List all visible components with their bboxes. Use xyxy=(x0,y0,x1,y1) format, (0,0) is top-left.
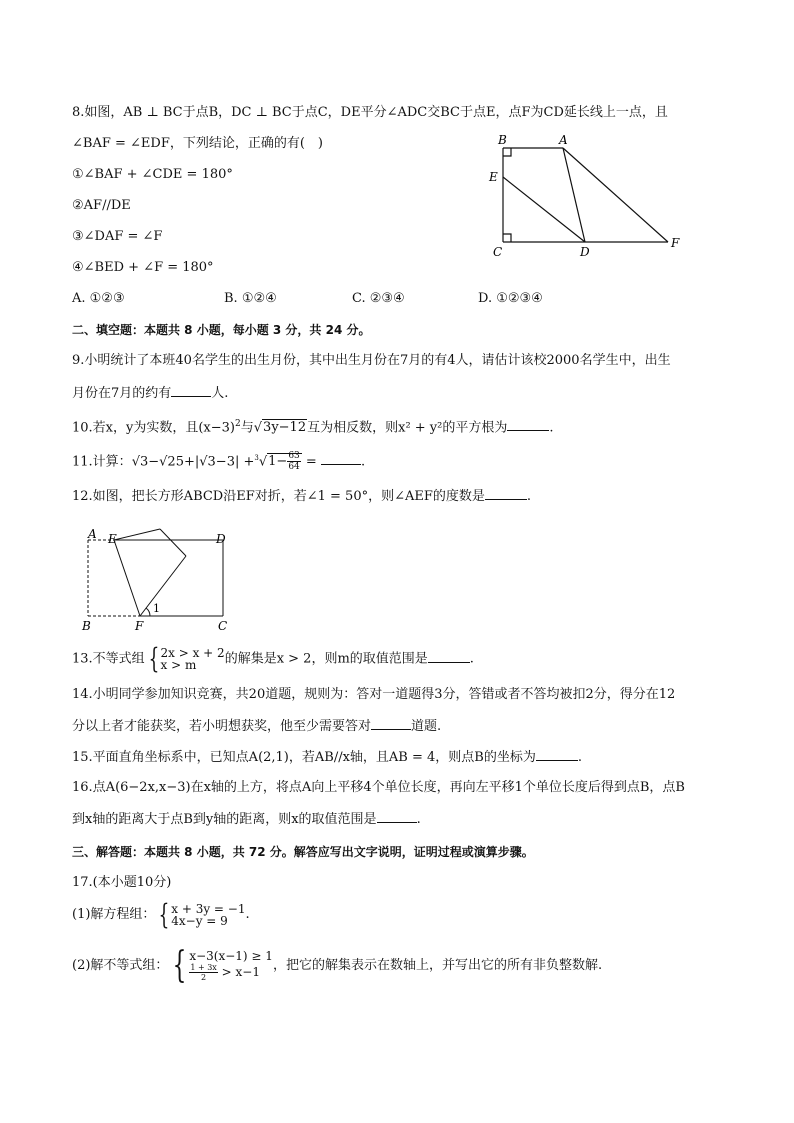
q15-answer-blank[interactable] xyxy=(536,748,578,761)
q14-text-a: 分以上者才能获奖，若小明想获奖，他至少需要答对 xyxy=(72,719,372,734)
q16-answer-blank[interactable] xyxy=(377,810,417,823)
folded-edge-3 xyxy=(140,556,186,616)
q14-line2 xyxy=(72,717,441,736)
q11-sqrt3: √3 xyxy=(131,454,149,470)
q10-text-c: 互为相反数，则x² + y²的平方根为 xyxy=(307,420,508,436)
q11-equals: = xyxy=(301,454,321,470)
right-angle-c xyxy=(503,234,511,242)
q13-row1: 2x > x + 2 xyxy=(160,646,225,660)
q17-part2 xyxy=(72,944,602,988)
q8-figure xyxy=(488,130,688,260)
q10-text-b: 与 xyxy=(240,420,254,436)
angle-1-arc xyxy=(146,608,150,616)
q8-statement-4: ④∠BED + ∠F = 180° xyxy=(72,260,214,275)
segment-ed xyxy=(503,177,585,242)
q11-fraction xyxy=(287,451,300,472)
q16-line2 xyxy=(72,810,421,829)
q12-figure xyxy=(74,528,234,638)
q8-options xyxy=(72,290,543,308)
q9-answer-blank[interactable] xyxy=(171,384,211,397)
label-angle-1: 1 xyxy=(153,602,160,615)
q11-text-f: . xyxy=(360,454,366,470)
q16-line1: 16.点A(6−2x,x−3)在x轴的上方，将点A向上平移4个单位长度，再向左平移1个单位长度后得到点B，点B xyxy=(72,780,685,795)
q15-line xyxy=(72,748,582,767)
q14-text-b: 道题. xyxy=(411,719,442,734)
folded-edge-2 xyxy=(160,529,186,556)
q11-numerator: 63 xyxy=(288,451,300,462)
q16-text-b: . xyxy=(416,812,421,827)
q11-one-minus: 1− xyxy=(268,454,288,470)
q8-option-a[interactable]: A. ①②③ xyxy=(72,291,125,306)
q10-text-d: . xyxy=(549,420,554,436)
label-f: F xyxy=(671,236,680,250)
q15-text-a: 15.平面直角坐标系中，已知点A(2,1)，若AB//x轴，且AB = 4，则点B的坐标为 xyxy=(72,750,536,765)
q14-line1: 14.小明同学参加知识竞赛，共20道题，规则为：答对一道题得3分，答错或者不答均被扣2分，得分在12 xyxy=(72,687,676,702)
q8-option-c[interactable]: C. ②③④ xyxy=(352,291,405,306)
q17-title: 17.(本小题10分) xyxy=(72,875,172,890)
folded-edge-1 xyxy=(114,529,160,540)
q8-statement-3: ③∠DAF = ∠F xyxy=(72,229,163,244)
label-b: B xyxy=(498,133,507,147)
label-e: E xyxy=(489,170,498,184)
fold-line-ef xyxy=(114,540,140,616)
q8-stem-line2: ∠BAF = ∠EDF，下列结论，正确的有( ) xyxy=(72,136,323,151)
q13-line xyxy=(72,642,474,675)
q17-part2-end: ，把它的解集表示在数轴上，并写出它的所有非负整数解. xyxy=(272,958,603,973)
q8-option-b[interactable]: B. ①②④ xyxy=(224,291,277,306)
q14-answer-blank[interactable] xyxy=(371,717,411,730)
label-f: F xyxy=(135,619,144,633)
q8-option-d[interactable]: D. ①②③④ xyxy=(478,291,543,306)
q17-ineq2-rhs: > x−1 xyxy=(221,965,260,979)
q10-line: 10.若x，y为实数，且$(x-3)^2$与√3y−12互为相反数，则x² + y²的平方根为 . xyxy=(72,419,554,436)
label-d: D xyxy=(580,245,590,259)
q11-line: 11.计算：√3−√25+|√3−3| +$^3$√1− $\frac{63}{64}$ = . xyxy=(72,451,366,473)
q13-text-c: . xyxy=(469,651,474,667)
q11-abs: +|√3−3| + xyxy=(183,454,255,470)
q17-part1 xyxy=(72,897,250,931)
q15-text-b: . xyxy=(577,750,582,765)
q8-stem-line1: 8.如图，AB ⊥ BC于点B，DC ⊥ BC于点C，DE平分∠ADC交BC于点E，点F为CD延长线上一点，且 xyxy=(72,105,668,120)
q10-exponent: 2 xyxy=(235,419,241,429)
label-a: A xyxy=(88,528,97,541)
label-c: C xyxy=(493,245,503,259)
q11-answer-blank[interactable] xyxy=(321,452,361,465)
q9-line1: 9.小明统计了本班40名学生的出生月份，其中出生月份在7月的有4人，请估计该校2000名学生中，出生 xyxy=(72,353,671,368)
q9-text-b: 人. xyxy=(211,386,229,401)
q12-text-a: 12.如图，把长方形ABCD沿EF对折，若∠1 = 50°，则∠AEF的度数是 xyxy=(72,489,485,504)
q12-answer-blank[interactable] xyxy=(485,487,527,500)
label-d: D xyxy=(216,532,226,546)
q10-radicand: 3y−12 xyxy=(263,420,307,436)
q10-answer-blank[interactable] xyxy=(507,418,549,431)
q17-ineq2-denominator: 2 xyxy=(201,973,207,982)
q13-row2: x > m xyxy=(160,658,197,672)
q17-ineq2-numerator: 1 + 3x xyxy=(190,963,217,972)
q11-denominator: 64 xyxy=(288,462,300,473)
q16-text-a: 到x轴的距离大于点B到y轴的距离，则x的取值范围是 xyxy=(72,812,377,827)
section-3-heading: 三、解答题：本题共 8 小题，共 72 分。解答应写出文字说明，证明过程或演算步骤。 xyxy=(72,845,534,859)
q17-part1-end: . xyxy=(245,907,250,922)
segment-af xyxy=(563,148,668,242)
q17-inequality-system: { x−3(x−1) ≥ 1 $\frac{1 + 3x}{2}$ > x−1 xyxy=(173,944,273,986)
q12-line xyxy=(72,487,531,506)
q9-text-a: 月份在7月的约有 xyxy=(72,386,172,401)
q9-line2 xyxy=(72,384,228,403)
label-e: E xyxy=(108,532,117,546)
q13-text-a: 13.不等式组 xyxy=(72,651,145,667)
q13-answer-blank[interactable] xyxy=(428,650,470,663)
q10-text-a: 10.若x，y为实数，且(x−3) xyxy=(72,420,235,436)
label-b: B xyxy=(82,619,91,633)
q17-eq1: x + 3y = −1 xyxy=(171,901,246,916)
label-a: A xyxy=(559,133,568,147)
q13-inequality-system: { 2x > x + 2 x > m xyxy=(148,642,225,675)
q11-root-index: 3 xyxy=(254,454,259,462)
q8-statement-2: ②AF//DE xyxy=(72,198,131,213)
q17-ineq1: x−3(x−1) ≥ 1 xyxy=(189,949,273,963)
q17-equation-system: { x + 3y = −1 4x−y = 9 xyxy=(158,897,246,931)
q13-text-b: 的解集是x > 2，则m的取值范围是 xyxy=(224,651,428,667)
q11-sqrt25: −√25 xyxy=(148,454,184,470)
q17-eq2: 4x−y = 9 xyxy=(171,913,228,928)
section-2-heading: 二、填空题：本题共 8 小题，每小题 3 分，共 24 分。 xyxy=(72,323,371,337)
label-c: C xyxy=(218,619,228,633)
q17-part2-text: (2)解不等式组： xyxy=(72,958,169,973)
right-angle-b xyxy=(503,148,511,156)
q8-statement-1: ①∠BAF + ∠CDE = 180° xyxy=(72,167,233,182)
q17-ineq2 xyxy=(189,963,273,982)
q12-text-b: . xyxy=(526,489,532,504)
q11-cube-radicand xyxy=(267,451,302,473)
q11-text-a: 11.计算： xyxy=(72,454,132,470)
q17-part1-text: (1)解方程组： xyxy=(72,907,156,922)
